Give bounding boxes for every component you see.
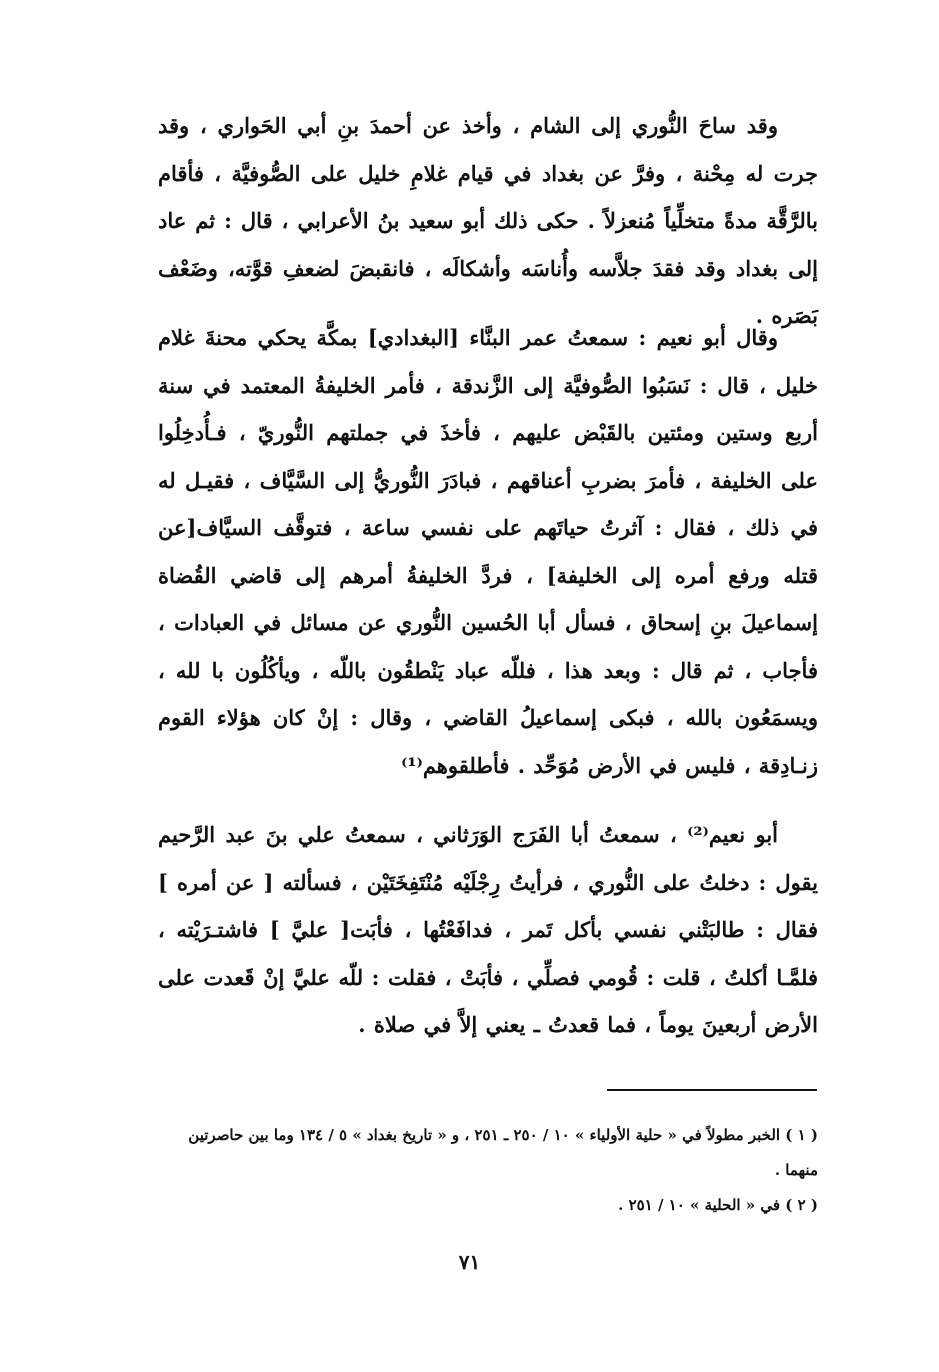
- page-number: ٧١: [458, 1250, 481, 1274]
- paragraph-text: وقال أبو نعيم : سمعتُ عمر البنَّاء [البغدادي] بمكَّة يحكي محنةَ غلام خليل ، قال : نَسَبُوا الصُّوفيَّة إلى الزَّندقة ، فأمر الخليفةُ المعتمد في سنة أربع وستين ومئتين بالقَبْض عليهم ، فأخذَ في جملتهم النُّوريّ ، فـأُدخِلُوا على الخليفة ، فأمرَ بضربِ أعناقهم ، فبادَرَ النُّوريُّ إلى السَّيَّاف ، فقيـل له في ذلك ، فقال : آثرتُ حياتَهم على نفسي ساعة ، فتوقَّف السيَّاف[عن قتله ورفع أمره إلى الخليفة] ، فردَّ الخليفةُ أمرهم إلى قاضي القُضاة إسماعيلَ بنِ إسحاق ، فسأل أبا الحُسين النُّوري عن مسائل في العبادات ، فأجاب ، ثم قال : وبعد هذا ، فللّه عباد يَنْطقُون باللّه ، ويأكُلُون با لله ، ويسمَعُون بالله ، فبكى إسماعيلُ القاضي ، وقال : إنْ كان هؤلاء القوم زنـادِقة ، فليس في الأرض مُوَحِّد . فأطلقوهم⁽¹⁾: [158, 325, 818, 778]
- paragraph-2: [158, 314, 818, 789]
- paragraph-text: أبو نعيم⁽²⁾ ، سمعتُ أبا الفَرَج الوَرَثاني ، سمعتُ علي بنَ عبد الرَّحيم يقول : دخلتُ على النُّوري ، فرأيتُ رِجْلَيْه مُنْتَفِخَتَيْن ، فسألته [ عن أمره ] فقال : طالبَتْني نفسي بأكل تَمر ، فدافَعْتُها ، فأبَت[ عليَّ ] فاشتـرَيْته ، فلمَّـا أكلتُ ، قلت : قُومي فصلِّي ، فأبَتْ ، فقلت : للّه عليَّ إنْ قَعدت على الأرض أربعينَ يوماً ، فما قعدتُ ـ يعني إلاَّ في صلاة .: [158, 822, 818, 1037]
- paragraph-text: وقد ساحَ النُّوري إلى الشام ، وأخذ عن أحمدَ بنِ أبي الحَواري ، وقد جرت له مِحْنة ، وفرَّ عن بغداد في قيام غلامِ خليل على الصُّوفيَّة ، فأقام بالرَّقَّة مدةً متخلِّياً مُنعزلاً . حكى ذلك أبو سعيد بنُ الأعرابي ، قال : ثم عاد إلى بغداد وقد فقدَ جلاَّسه وأُناسَه وأشكالَه ، فانقبضَ لضعفِ قوَّته، وضَعْف بَصَره .: [158, 113, 818, 328]
- footnote-1: ( ١ ) الخبر مطولاً في « حلية الأولياء » ١٠ / ٢٥٠ ـ ٢٥١ ، و « تاريخ بغداد » ٥ / ١٣٤ وما بين حاصرتين منهما .: [188, 1126, 818, 1179]
- footnote-divider: [607, 1089, 817, 1091]
- footnote-2: ( ٢ ) في « الحلية » ١٠ / ٢٥١ .: [618, 1196, 818, 1214]
- paragraph-3: [158, 811, 818, 1049]
- paragraph-1: [158, 102, 818, 340]
- footnotes: [158, 1118, 818, 1223]
